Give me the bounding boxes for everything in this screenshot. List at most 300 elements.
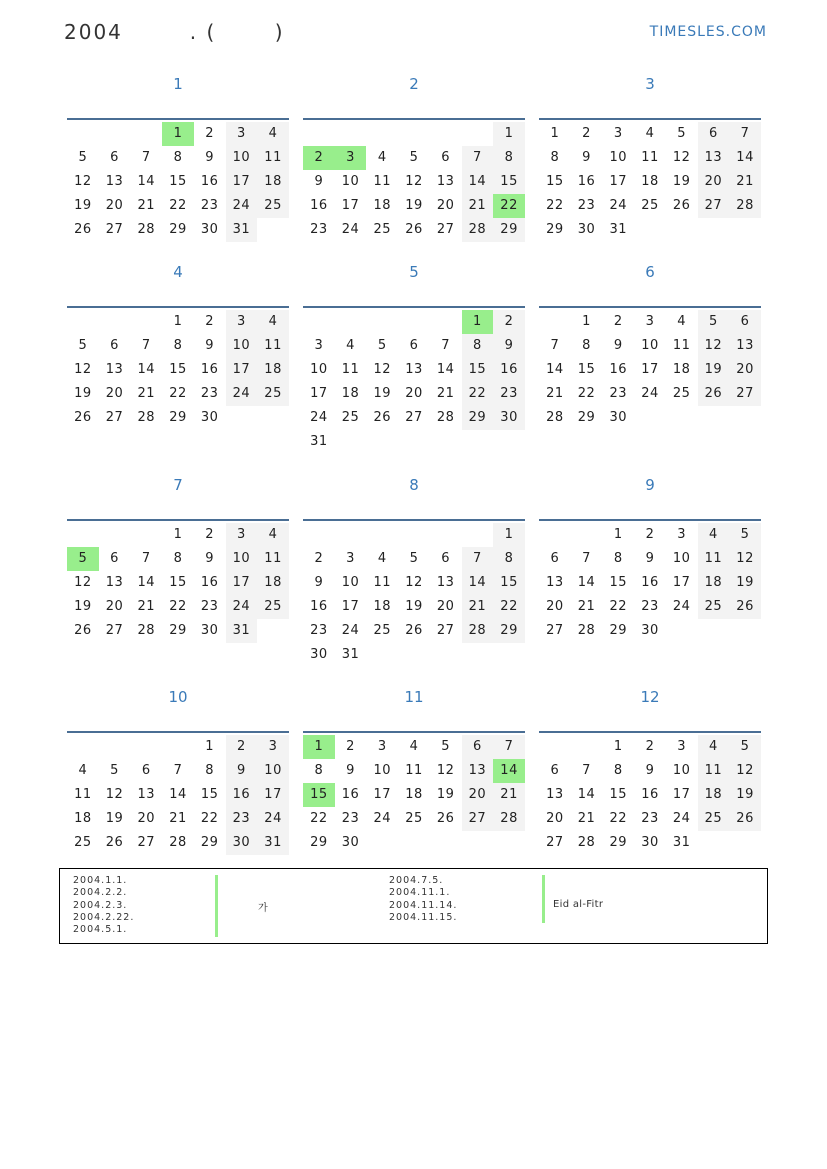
- day-cell: 20: [546, 599, 564, 614]
- empty-cell: [130, 310, 162, 334]
- day-cell: 29: [462, 406, 494, 430]
- day-cell: 31: [341, 647, 360, 662]
- month-7: [67, 473, 289, 643]
- day-cell: 24: [341, 222, 360, 237]
- day-cell: 1: [582, 314, 591, 329]
- day-cell: 3: [226, 122, 258, 146]
- day-cell: 8: [550, 150, 560, 165]
- month-grid: [303, 735, 525, 855]
- day-cell: 28: [577, 623, 596, 638]
- month-title: 9: [645, 476, 655, 494]
- day-cell: 30: [641, 835, 659, 850]
- day-cell: 15: [169, 575, 187, 590]
- empty-cell: [130, 122, 162, 146]
- day-cell: 20: [436, 198, 455, 213]
- day-cell: 4: [377, 150, 387, 165]
- day-cell: 19: [729, 783, 761, 807]
- day-cell: 26: [672, 198, 691, 213]
- day-cell: 8: [314, 763, 324, 778]
- day-cell: 24: [672, 811, 691, 826]
- month-divider: [539, 519, 761, 521]
- day-cell: 9: [582, 150, 591, 165]
- day-cell: 8: [173, 150, 183, 165]
- day-cell: 31: [226, 218, 258, 242]
- day-cell: 10: [310, 362, 328, 377]
- month-1: [67, 72, 289, 242]
- month-title: 3: [645, 75, 655, 93]
- month-divider: [539, 306, 761, 308]
- day-cell: 13: [105, 174, 124, 189]
- day-cell: 12: [105, 787, 124, 802]
- day-cell: 29: [493, 218, 525, 242]
- day-cell: 18: [257, 571, 289, 595]
- day-cell: 20: [546, 811, 564, 826]
- day-cell: 10: [226, 334, 258, 358]
- day-cell: 29: [169, 222, 187, 237]
- day-cell: 2: [205, 126, 215, 141]
- day-cell: 6: [141, 763, 151, 778]
- day-cell: 8: [493, 547, 525, 571]
- day-cell: 22: [169, 198, 187, 213]
- month-title: 11: [404, 688, 424, 706]
- day-cell: 2: [645, 527, 655, 542]
- day-cell: 6: [550, 551, 560, 566]
- day-cell: 9: [314, 575, 324, 590]
- day-cell: 17: [226, 571, 258, 595]
- day-cell: 13: [462, 759, 494, 783]
- day-cell: 17: [310, 386, 328, 401]
- day-cell: 20: [105, 599, 124, 614]
- day-cell: 3: [346, 551, 355, 566]
- legend-marker-left: [215, 875, 218, 937]
- day-cell: 18: [373, 599, 392, 614]
- month-grid: [67, 735, 289, 855]
- day-cell: 15: [493, 571, 525, 595]
- day-cell: 24: [641, 386, 659, 401]
- day-cell: 27: [729, 382, 761, 406]
- empty-cell: [571, 523, 603, 547]
- day-cell: 24: [226, 595, 258, 619]
- month-divider: [67, 519, 289, 521]
- day-cell: 22: [609, 811, 628, 826]
- month-divider: [67, 731, 289, 733]
- day-cell: 13: [137, 787, 156, 802]
- day-cell: 15: [169, 174, 187, 189]
- day-cell: 28: [436, 410, 455, 425]
- day-cell: 8: [462, 334, 494, 358]
- day-cell: 11: [257, 146, 289, 170]
- day-cell: 27: [105, 410, 124, 425]
- day-cell: 22: [609, 599, 628, 614]
- day-cell: 21: [577, 811, 596, 826]
- day-cell: 3: [645, 314, 655, 329]
- empty-cell: [366, 523, 398, 547]
- month-title: 2: [409, 75, 419, 93]
- day-cell: 10: [226, 146, 258, 170]
- month-grid: [539, 523, 761, 643]
- month-divider: [67, 306, 289, 308]
- day-cell: 2: [205, 527, 215, 542]
- day-cell: 27: [436, 623, 455, 638]
- day-cell: 15: [200, 787, 219, 802]
- day-cell: 25: [405, 811, 423, 826]
- day-cell: 15: [609, 787, 628, 802]
- day-cell: 18: [641, 174, 659, 189]
- day-cell: 11: [405, 763, 423, 778]
- day-cell: 15: [462, 358, 494, 382]
- day-cell: 18: [698, 783, 730, 807]
- day-cell: 22: [546, 198, 564, 213]
- day-cell: 31: [672, 835, 691, 850]
- day-cell: 28: [462, 619, 494, 643]
- day-cell: 14: [577, 787, 596, 802]
- day-cell: 21: [729, 170, 761, 194]
- day-cell: 4: [257, 523, 289, 547]
- day-cell: 14: [169, 787, 187, 802]
- day-cell: 16: [641, 787, 659, 802]
- day-cell: 15: [169, 362, 187, 377]
- day-cell: 23: [200, 198, 219, 213]
- day-cell: 13: [546, 575, 564, 590]
- day-cell: 31: [609, 222, 628, 237]
- month-9: [539, 473, 761, 643]
- day-cell: 11: [74, 787, 92, 802]
- day-cell: 8: [173, 551, 183, 566]
- day-cell: 25: [698, 807, 730, 831]
- holiday-day-cell: 3: [335, 146, 367, 170]
- day-cell: 27: [105, 623, 124, 638]
- day-cell: 6: [110, 150, 119, 165]
- day-cell: 20: [462, 783, 494, 807]
- day-cell: 21: [169, 811, 187, 826]
- day-cell: 2: [226, 735, 258, 759]
- day-cell: 17: [257, 783, 289, 807]
- day-cell: 3: [257, 735, 289, 759]
- day-cell: 27: [405, 410, 423, 425]
- day-cell: 29: [546, 222, 564, 237]
- day-cell: 10: [373, 763, 392, 778]
- day-cell: 25: [74, 835, 92, 850]
- day-cell: 3: [377, 739, 387, 754]
- day-cell: 10: [341, 174, 360, 189]
- day-cell: 23: [200, 386, 219, 401]
- legend-dates-left: [73, 875, 134, 936]
- empty-cell: [130, 735, 162, 759]
- empty-cell: [539, 735, 571, 759]
- empty-cell: [99, 122, 131, 146]
- empty-cell: [366, 122, 398, 146]
- day-cell: 12: [74, 174, 92, 189]
- day-cell: 3: [226, 310, 258, 334]
- day-cell: 14: [137, 174, 156, 189]
- day-cell: 9: [314, 174, 324, 189]
- day-cell: 21: [436, 386, 455, 401]
- day-cell: 9: [645, 763, 655, 778]
- day-cell: 7: [441, 338, 451, 353]
- day-cell: 23: [200, 599, 219, 614]
- day-cell: 17: [672, 575, 691, 590]
- empty-cell: [303, 310, 335, 334]
- month-divider: [303, 306, 525, 308]
- day-cell: 25: [698, 595, 730, 619]
- day-cell: 9: [613, 338, 623, 353]
- day-cell: 30: [493, 406, 525, 430]
- day-cell: 9: [226, 759, 258, 783]
- day-cell: 7: [141, 551, 151, 566]
- empty-cell: [335, 122, 367, 146]
- day-cell: 21: [137, 198, 156, 213]
- legend-date: 2004.11.1.: [389, 887, 451, 899]
- month-4: [67, 260, 289, 430]
- day-cell: 1: [173, 527, 183, 542]
- day-cell: 5: [441, 739, 451, 754]
- day-cell: 24: [257, 807, 289, 831]
- day-cell: 26: [405, 222, 423, 237]
- day-cell: 11: [257, 547, 289, 571]
- day-cell: 17: [226, 358, 258, 382]
- day-cell: 16: [609, 362, 628, 377]
- day-cell: 28: [137, 222, 156, 237]
- day-cell: 26: [729, 595, 761, 619]
- day-cell: 16: [200, 362, 219, 377]
- day-cell: 5: [677, 126, 687, 141]
- day-cell: 12: [729, 759, 761, 783]
- day-cell: 1: [493, 122, 525, 146]
- day-cell: 30: [200, 410, 219, 425]
- empty-cell: [99, 310, 131, 334]
- day-cell: 21: [137, 386, 156, 401]
- day-cell: 6: [110, 551, 119, 566]
- day-cell: 18: [74, 811, 92, 826]
- month-title: 10: [168, 688, 188, 706]
- day-cell: 2: [582, 126, 591, 141]
- day-cell: 19: [672, 174, 691, 189]
- empty-cell: [303, 523, 335, 547]
- day-cell: 5: [377, 338, 387, 353]
- day-cell: 19: [436, 787, 455, 802]
- day-cell: 10: [641, 338, 659, 353]
- empty-cell: [462, 122, 494, 146]
- day-cell: 3: [677, 739, 687, 754]
- day-cell: 6: [698, 122, 730, 146]
- day-cell: 28: [137, 410, 156, 425]
- day-cell: 14: [546, 362, 564, 377]
- month-8: [303, 473, 525, 667]
- day-cell: 11: [373, 174, 392, 189]
- day-cell: 11: [373, 575, 392, 590]
- day-cell: 13: [105, 362, 124, 377]
- month-grid: [303, 310, 525, 454]
- holiday-day-cell: 15: [303, 783, 335, 807]
- day-cell: 1: [205, 739, 215, 754]
- day-cell: 19: [373, 386, 392, 401]
- day-cell: 6: [462, 735, 494, 759]
- day-cell: 23: [493, 382, 525, 406]
- day-cell: 17: [226, 170, 258, 194]
- day-cell: 16: [200, 174, 219, 189]
- day-cell: 7: [550, 338, 560, 353]
- day-cell: 5: [729, 523, 761, 547]
- month-divider: [303, 519, 525, 521]
- empty-cell: [430, 122, 462, 146]
- month-divider: [539, 731, 761, 733]
- month-11: [303, 685, 525, 855]
- day-cell: 8: [173, 338, 183, 353]
- empty-cell: [366, 310, 398, 334]
- day-cell: 19: [405, 198, 423, 213]
- day-cell: 22: [493, 595, 525, 619]
- empty-cell: [303, 122, 335, 146]
- day-cell: 17: [641, 362, 659, 377]
- day-cell: 11: [341, 362, 360, 377]
- day-cell: 4: [677, 314, 687, 329]
- day-cell: 28: [546, 410, 564, 425]
- day-cell: 29: [169, 623, 187, 638]
- day-cell: 22: [462, 382, 494, 406]
- day-cell: 7: [493, 735, 525, 759]
- month-title: 8: [409, 476, 419, 494]
- day-cell: 9: [205, 551, 215, 566]
- day-cell: 27: [546, 835, 564, 850]
- day-cell: 27: [698, 194, 730, 218]
- day-cell: 26: [74, 222, 92, 237]
- day-cell: 20: [698, 170, 730, 194]
- day-cell: 24: [226, 382, 258, 406]
- day-cell: 30: [226, 831, 258, 855]
- day-cell: 7: [173, 763, 183, 778]
- day-cell: 29: [200, 835, 219, 850]
- legend-date: 2004.11.15.: [389, 911, 458, 923]
- day-cell: 2: [645, 739, 655, 754]
- day-cell: 20: [405, 386, 423, 401]
- day-cell: 22: [310, 811, 328, 826]
- day-cell: 26: [105, 835, 124, 850]
- day-cell: 14: [577, 575, 596, 590]
- day-cell: 10: [672, 763, 691, 778]
- day-cell: 18: [341, 386, 360, 401]
- day-cell: 10: [672, 551, 691, 566]
- day-cell: 18: [698, 571, 730, 595]
- day-cell: 23: [609, 386, 628, 401]
- day-cell: 27: [546, 623, 564, 638]
- day-cell: 5: [409, 551, 419, 566]
- day-cell: 19: [405, 599, 423, 614]
- day-cell: 12: [74, 362, 92, 377]
- day-cell: 24: [341, 623, 360, 638]
- day-cell: 20: [137, 811, 156, 826]
- empty-cell: [67, 523, 99, 547]
- month-5: [303, 260, 525, 454]
- day-cell: 5: [729, 735, 761, 759]
- day-cell: 25: [641, 198, 659, 213]
- day-cell: 20: [105, 198, 124, 213]
- day-cell: 10: [341, 575, 360, 590]
- empty-cell: [571, 735, 603, 759]
- legend-dates-right: [389, 875, 457, 924]
- holiday-day-cell: 1: [462, 310, 494, 334]
- day-cell: 2: [205, 314, 215, 329]
- day-cell: 10: [609, 150, 628, 165]
- month-grid: [67, 122, 289, 242]
- day-cell: 27: [462, 807, 494, 831]
- holiday-day-cell: 1: [303, 735, 335, 759]
- day-cell: 11: [698, 547, 730, 571]
- empty-cell: [335, 523, 367, 547]
- holiday-day-cell: 5: [67, 547, 99, 571]
- day-cell: 4: [257, 310, 289, 334]
- day-cell: 29: [310, 835, 328, 850]
- day-cell: 9: [645, 551, 655, 566]
- day-cell: 26: [436, 811, 455, 826]
- day-cell: 7: [462, 146, 494, 170]
- day-cell: 29: [493, 619, 525, 643]
- day-cell: 25: [672, 386, 691, 401]
- day-cell: 6: [409, 338, 419, 353]
- month-grid: [67, 523, 289, 643]
- month-divider: [303, 731, 525, 733]
- month-6: [539, 260, 761, 430]
- day-cell: 3: [314, 338, 324, 353]
- empty-cell: [539, 523, 571, 547]
- day-cell: 28: [729, 194, 761, 218]
- day-cell: 13: [405, 362, 423, 377]
- day-cell: 6: [110, 338, 119, 353]
- day-cell: 26: [729, 807, 761, 831]
- holiday-day-cell: 1: [162, 122, 194, 146]
- month-title: 4: [173, 263, 183, 281]
- day-cell: 28: [137, 623, 156, 638]
- day-cell: 25: [373, 222, 392, 237]
- day-cell: 9: [205, 338, 215, 353]
- day-cell: 4: [698, 735, 730, 759]
- empty-cell: [398, 310, 430, 334]
- day-cell: 30: [609, 410, 628, 425]
- day-cell: 13: [436, 575, 455, 590]
- day-cell: 26: [698, 382, 730, 406]
- day-cell: 5: [110, 763, 119, 778]
- day-cell: 18: [257, 358, 289, 382]
- day-cell: 21: [137, 599, 156, 614]
- day-cell: 15: [609, 575, 628, 590]
- legend-marker-right: [542, 875, 545, 923]
- day-cell: 7: [141, 338, 151, 353]
- day-cell: 31: [257, 831, 289, 855]
- day-cell: 7: [462, 547, 494, 571]
- site-logo[interactable]: TIMESLES.COM: [649, 24, 767, 40]
- day-cell: 9: [346, 763, 355, 778]
- day-cell: 7: [582, 763, 591, 778]
- day-cell: 11: [257, 334, 289, 358]
- day-cell: 23: [641, 599, 659, 614]
- day-cell: 6: [441, 150, 451, 165]
- day-cell: 3: [226, 523, 258, 547]
- day-cell: 18: [672, 362, 691, 377]
- day-cell: 26: [74, 623, 92, 638]
- empty-cell: [67, 310, 99, 334]
- day-cell: 10: [226, 547, 258, 571]
- month-divider: [539, 118, 761, 120]
- month-divider: [67, 118, 289, 120]
- day-cell: 4: [645, 126, 655, 141]
- day-cell: 11: [698, 759, 730, 783]
- day-cell: 22: [577, 386, 596, 401]
- legend-note-right: Eid al-Fitr: [553, 899, 604, 910]
- day-cell: 7: [582, 551, 591, 566]
- day-cell: 12: [405, 174, 423, 189]
- day-cell: 7: [141, 150, 151, 165]
- day-cell: 15: [577, 362, 596, 377]
- day-cell: 30: [200, 222, 219, 237]
